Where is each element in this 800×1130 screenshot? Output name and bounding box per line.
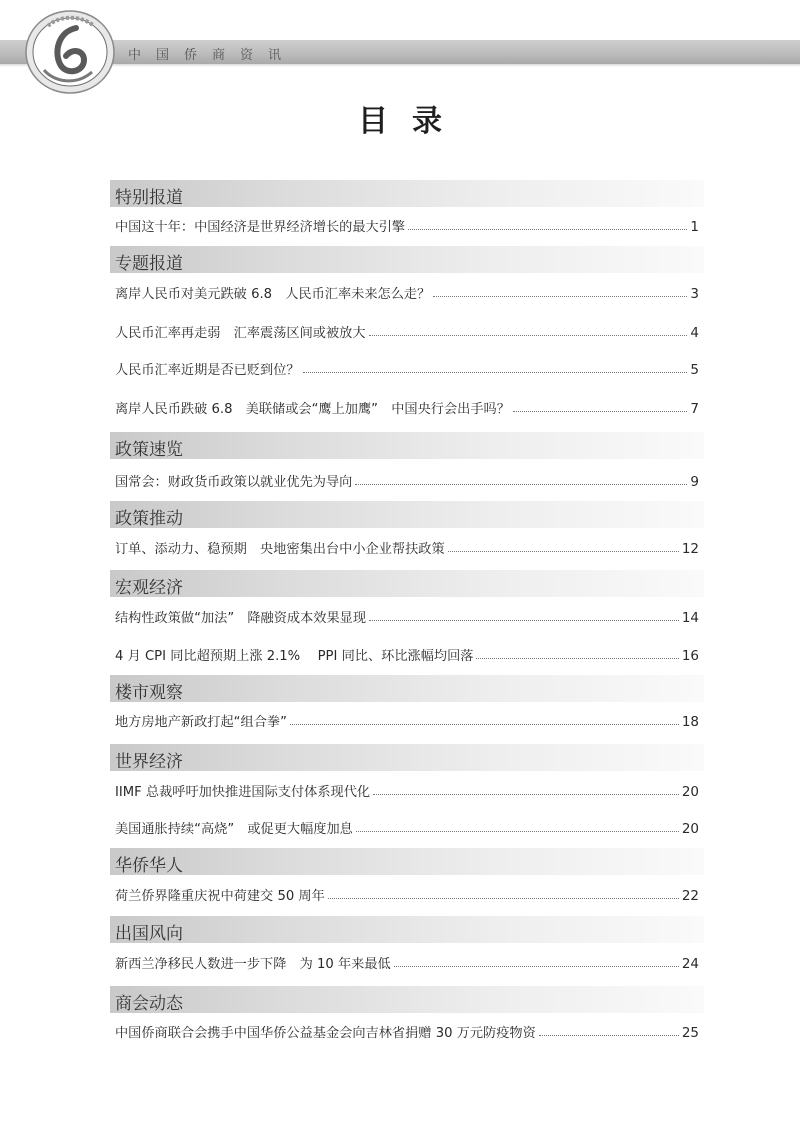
association-logo-icon: [18, 6, 118, 98]
toc-entry[interactable]: 人民币汇率近期是否已贬到位？ 5: [115, 362, 699, 378]
toc-entry[interactable]: 离岸人民币跌破 6.8 美联储或会“鹰上加鹰” 中国央行会出手吗？ 7: [115, 401, 699, 417]
section-header: 华侨华人: [110, 848, 704, 875]
toc-entry[interactable]: 订单、添动力、稳预期 央地密集出台中小企业帮扶政策 12: [115, 541, 699, 557]
toc-entry[interactable]: 荷兰侨界隆重庆祝中荷建交 50 周年 22: [115, 888, 699, 904]
toc-entry[interactable]: 国常会：财政货币政策以就业优先为导向 9: [115, 474, 699, 490]
toc-entry[interactable]: 中国这十年：中国经济是世界经济增长的最大引擎 1: [115, 219, 699, 235]
toc-entry[interactable]: 人民币汇率再走弱 汇率震荡区间或被放大 4: [115, 325, 699, 341]
toc-entry[interactable]: 结构性政策做“加法” 降融资成本效果显现 14: [115, 610, 699, 626]
section-header: 出国风向: [110, 916, 704, 943]
section-header: 商会动态: [110, 986, 704, 1013]
section-header: 政策推动: [110, 501, 704, 528]
section-header: 宏观经济: [110, 570, 704, 597]
section-header: 政策速览: [110, 432, 704, 459]
toc-entry[interactable]: 新西兰净移民人数进一步下降 为 10 年来最低 24: [115, 956, 699, 972]
toc-entry[interactable]: 美国通胀持续“高烧” 或促更大幅度加息 20: [115, 821, 699, 837]
toc-entry[interactable]: 中国侨商联合会携手中国华侨公益基金会向吉林省捐赠 30 万元防疫物资 25: [115, 1025, 699, 1041]
section-header: 世界经济: [110, 744, 704, 771]
section-header: 特别报道: [110, 180, 704, 207]
section-header: 楼市观察: [110, 675, 704, 702]
header-band: [0, 40, 800, 64]
section-header: 专题报道: [110, 246, 704, 273]
toc-entry[interactable]: 离岸人民币对美元跌破 6.8 人民币汇率未来怎么走？ 3: [115, 286, 699, 302]
toc-entry[interactable]: IIMF 总裁呼吁加快推进国际支付体系现代化 20: [115, 784, 699, 800]
toc-entry[interactable]: 4 月 CPI 同比超预期上涨 2.1% PPI 同比、环比涨幅均回落 16: [115, 648, 699, 664]
toc-entry[interactable]: 地方房地产新政打起“组合拳” 18: [115, 714, 699, 730]
publication-title: 中国侨商资讯: [128, 48, 297, 63]
page-title: 目录: [358, 104, 466, 139]
